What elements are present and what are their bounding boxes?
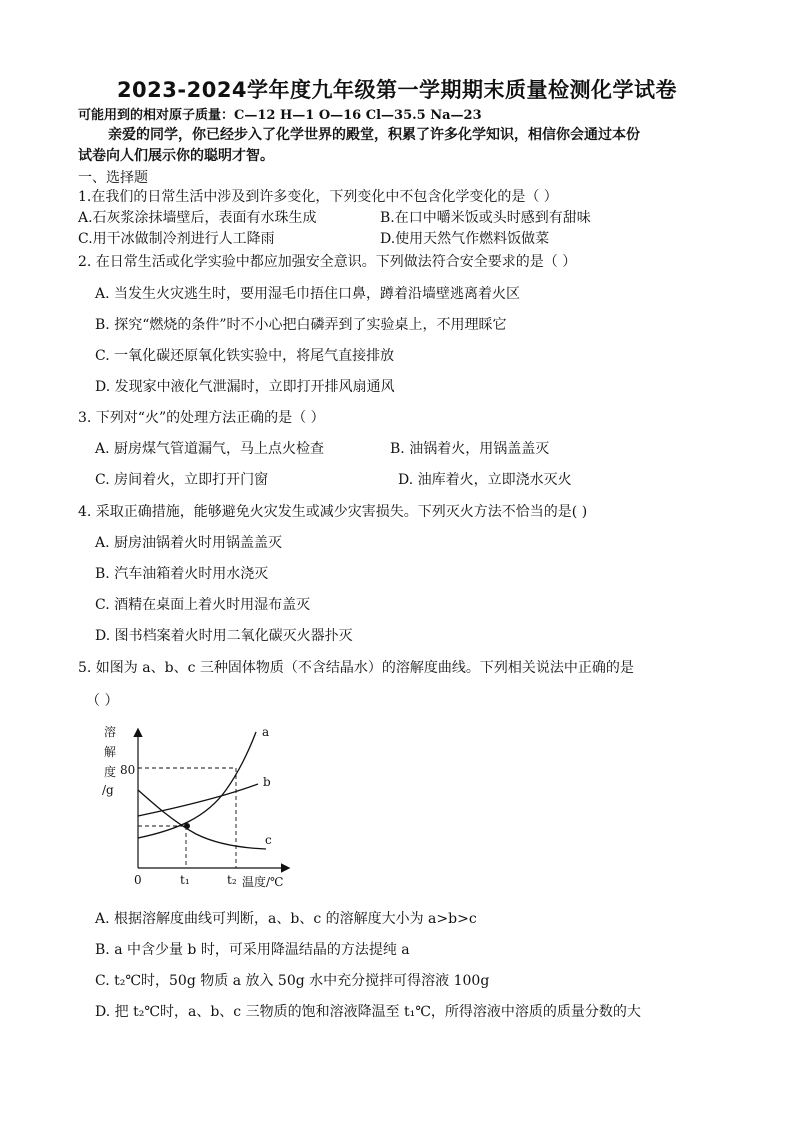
- intro-line-1: 亲爱的同学，你已经步入了化学世界的殿堂，积累了许多化学知识，相信你会通过本份: [108, 127, 640, 143]
- curve-b: [138, 784, 258, 816]
- question-1-option-c: C.用干冰做制冷剂进行人工降雨: [78, 231, 275, 247]
- question-1-stem: 1.在我们的日常生活中涉及到许多变化，下列变化中不包含化学变化的是（ ）: [78, 189, 558, 205]
- y-axis-label-3: 度: [104, 765, 117, 779]
- question-2-option-d: D. 发现家中液化气泄漏时，立即打开排风扇通风: [95, 379, 395, 395]
- question-5-option-c: C. t₂℃时，50g 物质 a 放入 50g 水中充分搅拌可得溶液 100g: [95, 973, 490, 989]
- y-axis-label-2: 解: [104, 745, 117, 759]
- question-4-option-d: D. 图书档案着火时用二氧化碳灭火器扑灭: [95, 628, 353, 644]
- y-tick-80: 80: [120, 763, 136, 777]
- question-2-option-b: B. 探究“燃烧的条件”时不小心把白磷弄到了实验桌上，不用理睬它: [95, 317, 507, 333]
- question-5-option-d: D. 把 t₂℃时，a、b、c 三物质的饱和溶液降温至 t₁℃，所得溶液中溶质的质量分数的大: [95, 1004, 641, 1020]
- question-3-option-c: C. 房间着火，立即打开门窗: [95, 472, 269, 488]
- question-5-option-b: B. a 中含少量 b 时，可采用降温结晶的方法提纯 a: [95, 942, 410, 958]
- question-5-option-a: A. 根据溶解度曲线可判断，a、b、c 的溶解度大小为 a>b>c: [95, 911, 477, 927]
- x-axis-label: 温度/℃: [242, 875, 284, 889]
- question-4-stem: 4. 采取正确措施，能够避免火灾发生或减少灾害损失。下列灭火方法不恰当的是( ): [78, 504, 588, 520]
- curve-label-a: a: [262, 725, 270, 739]
- curve-c: [138, 790, 266, 849]
- intersection-point: [184, 823, 190, 829]
- question-2-option-c: C. 一氧化碳还原氧化铁实验中，将尾气直接排放: [95, 348, 395, 364]
- y-axis-label-1: 溶: [104, 725, 117, 739]
- question-3-stem: 3. 下列对“火”的处理方法正确的是（ ）: [78, 410, 325, 426]
- atomic-masses: 可能用到的相对原子质量：C—12 H—1 O—16 Cl—35.5 Na—23: [78, 108, 482, 123]
- question-1-option-a: A.石灰浆涂抹墙壁后，表面有水珠生成: [78, 210, 317, 226]
- question-5-blank: （ ）: [86, 693, 119, 709]
- question-4-option-a: A. 厨房油锅着火时用锅盖盖灭: [95, 535, 283, 551]
- x-tick-t2: t₂: [227, 873, 237, 887]
- intro-line-2: 试卷向人们展示你的聪明才智。: [78, 148, 274, 164]
- curve-label-c: c: [265, 833, 272, 847]
- question-5-stem: 5. 如图为 a、b、c 三种固体物质（不含结晶水）的溶解度曲线。下列相关说法中正确的是: [78, 660, 634, 676]
- origin-label: 0: [134, 873, 142, 887]
- question-3-option-a: A. 厨房煤气管道漏气，马上点火检查: [95, 441, 325, 457]
- question-1-option-d: D.使用天然气作燃料饭做菜: [380, 231, 550, 247]
- y-axis-label-4: /g: [102, 783, 114, 797]
- question-3-option-b: B. 油锅着火，用锅盖盖灭: [390, 441, 550, 457]
- curve-label-b: b: [263, 775, 271, 789]
- x-tick-t1: t₁: [180, 873, 190, 887]
- question-4-option-b: B. 汽车油箱着火时用水浇灭: [95, 566, 269, 582]
- question-1-option-b: B.在口中嚼米饭或头时感到有甜味: [380, 210, 591, 226]
- exam-title: 2023-2024学年度九年级第一学期期末质量检测化学试卷: [116, 78, 678, 102]
- question-2-stem: 2. 在日常生活或化学实验中都应加强安全意识。下列做法符合安全要求的是（ ）: [78, 254, 577, 270]
- question-3-option-d: D. 油库着火，立即浇水灭火: [398, 472, 572, 488]
- solubility-curve-graph: [96, 718, 326, 893]
- question-4-option-c: C. 酒精在桌面上着火时用湿布盖灭: [95, 597, 311, 613]
- question-2-option-a: A. 当发生火灾逃生时，要用湿毛巾捂住口鼻，蹲着沿墙壁逃离着火区: [95, 286, 521, 302]
- section-heading: 一、选择题: [78, 170, 148, 186]
- curve-a: [138, 732, 256, 838]
